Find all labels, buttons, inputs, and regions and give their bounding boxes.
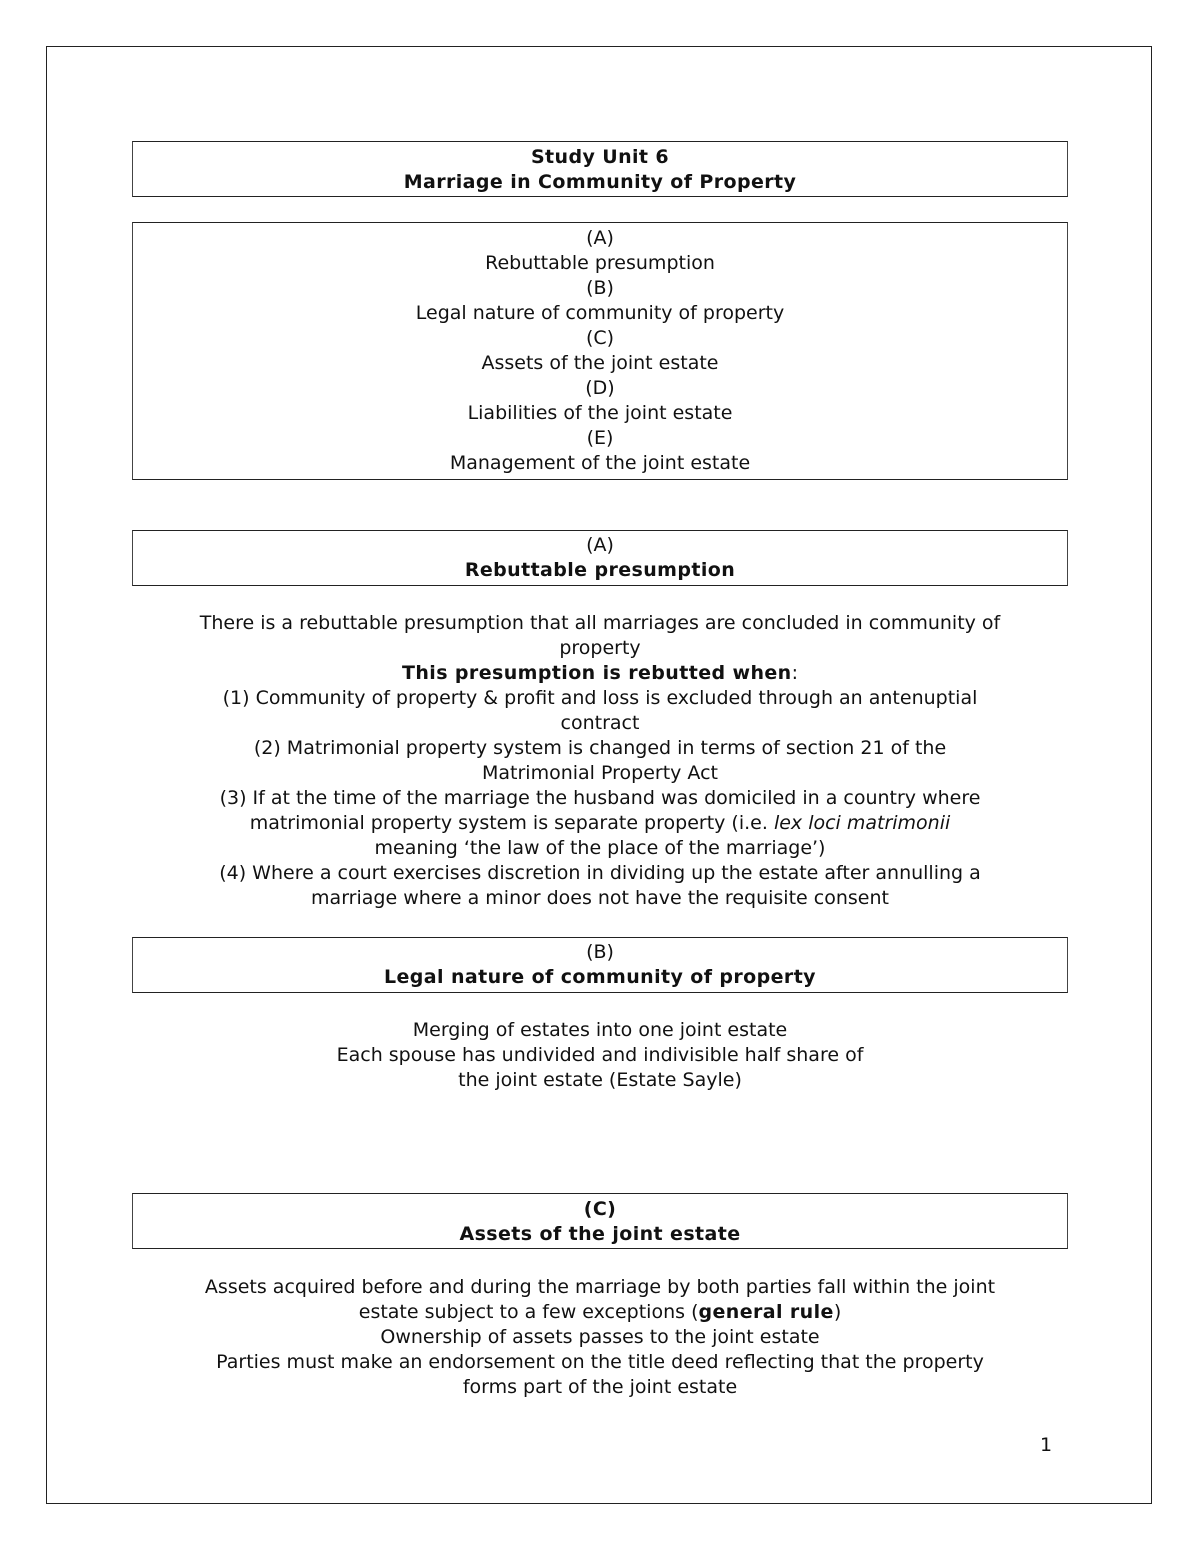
section-c-heading: Assets of the joint estate xyxy=(459,1223,741,1245)
toc-box xyxy=(132,222,1068,480)
section-b-line: Each spouse has undivided and indivisible half share of xyxy=(336,1044,864,1066)
section-b-heading-box xyxy=(132,937,1068,993)
section-b-letter: (B) xyxy=(586,941,614,963)
section-c-body xyxy=(132,1275,1068,1400)
title-box xyxy=(132,141,1068,197)
toc-letter: (B) xyxy=(586,277,614,299)
toc-letter: (A) xyxy=(586,227,614,249)
toc-label: Assets of the joint estate xyxy=(481,352,719,374)
toc-letter: (E) xyxy=(586,427,614,449)
toc-letter: (C) xyxy=(585,327,615,349)
rebut-item: (3) If at the time of the marriage the husband was domiciled in a country where xyxy=(219,787,981,809)
rebut-item-cont xyxy=(132,811,1068,836)
section-a-letter: (A) xyxy=(586,534,614,556)
page-title: Marriage in Community of Property xyxy=(403,171,797,193)
latin-phrase: lex loci matrimonii xyxy=(773,812,951,834)
section-c-line-text: ) xyxy=(833,1301,842,1323)
page-number: 1 xyxy=(1040,1434,1053,1456)
toc-label: Legal nature of community of property xyxy=(415,302,785,324)
section-b-line: the joint estate (Estate Sayle) xyxy=(458,1069,742,1091)
rebut-item-cont: meaning ‘the law of the place of the marriage’) xyxy=(374,837,826,859)
rebut-heading xyxy=(132,661,1068,686)
section-c-heading-box xyxy=(132,1193,1068,1249)
section-b-line: Merging of estates into one joint estate xyxy=(412,1019,788,1041)
section-c-line xyxy=(132,1300,1068,1325)
general-rule-emphasis: general rule xyxy=(698,1301,834,1323)
section-a-heading-box xyxy=(132,530,1068,586)
rebut-item: (4) Where a court exercises discretion in dividing up the estate after annulling a xyxy=(219,862,981,884)
section-c-letter: (C) xyxy=(583,1198,617,1220)
section-a-intro-cont: property xyxy=(559,637,641,659)
section-c-line: Assets acquired before and during the marriage by both parties fall within the joint xyxy=(204,1276,996,1298)
toc-label: Rebuttable presumption xyxy=(485,252,715,274)
rebut-heading-colon: : xyxy=(791,662,798,684)
rebut-item-cont-text: matrimonial property system is separate property (i.e. xyxy=(249,812,774,834)
section-b-heading: Legal nature of community of property xyxy=(384,966,816,988)
toc-label: Management of the joint estate xyxy=(449,452,751,474)
section-a-body xyxy=(132,611,1068,911)
rebut-item: (1) Community of property & profit and loss is excluded through an antenuptial xyxy=(222,687,978,709)
section-c-line: forms part of the joint estate xyxy=(462,1376,738,1398)
toc-letter: (D) xyxy=(585,377,615,399)
rebut-heading-text: This presumption is rebutted when xyxy=(402,662,792,684)
section-c-line: Parties must make an endorsement on the title deed reflecting that the property xyxy=(216,1351,984,1373)
section-a-intro: There is a rebuttable presumption that all marriages are concluded in community of xyxy=(199,612,1001,634)
rebut-item: (2) Matrimonial property system is changed in terms of section 21 of the xyxy=(253,737,947,759)
study-unit-label: Study Unit 6 xyxy=(530,146,670,168)
section-c-line-text: estate subject to a few exceptions ( xyxy=(358,1301,699,1323)
section-b-body xyxy=(132,1018,1068,1093)
section-c-line: Ownership of assets passes to the joint estate xyxy=(380,1326,820,1348)
rebut-item-cont: marriage where a minor does not have the requisite consent xyxy=(311,887,889,909)
section-a-heading: Rebuttable presumption xyxy=(464,559,736,581)
rebut-item-cont: Matrimonial Property Act xyxy=(482,762,718,784)
rebut-item-cont: contract xyxy=(560,712,640,734)
toc-label: Liabilities of the joint estate xyxy=(467,402,733,424)
